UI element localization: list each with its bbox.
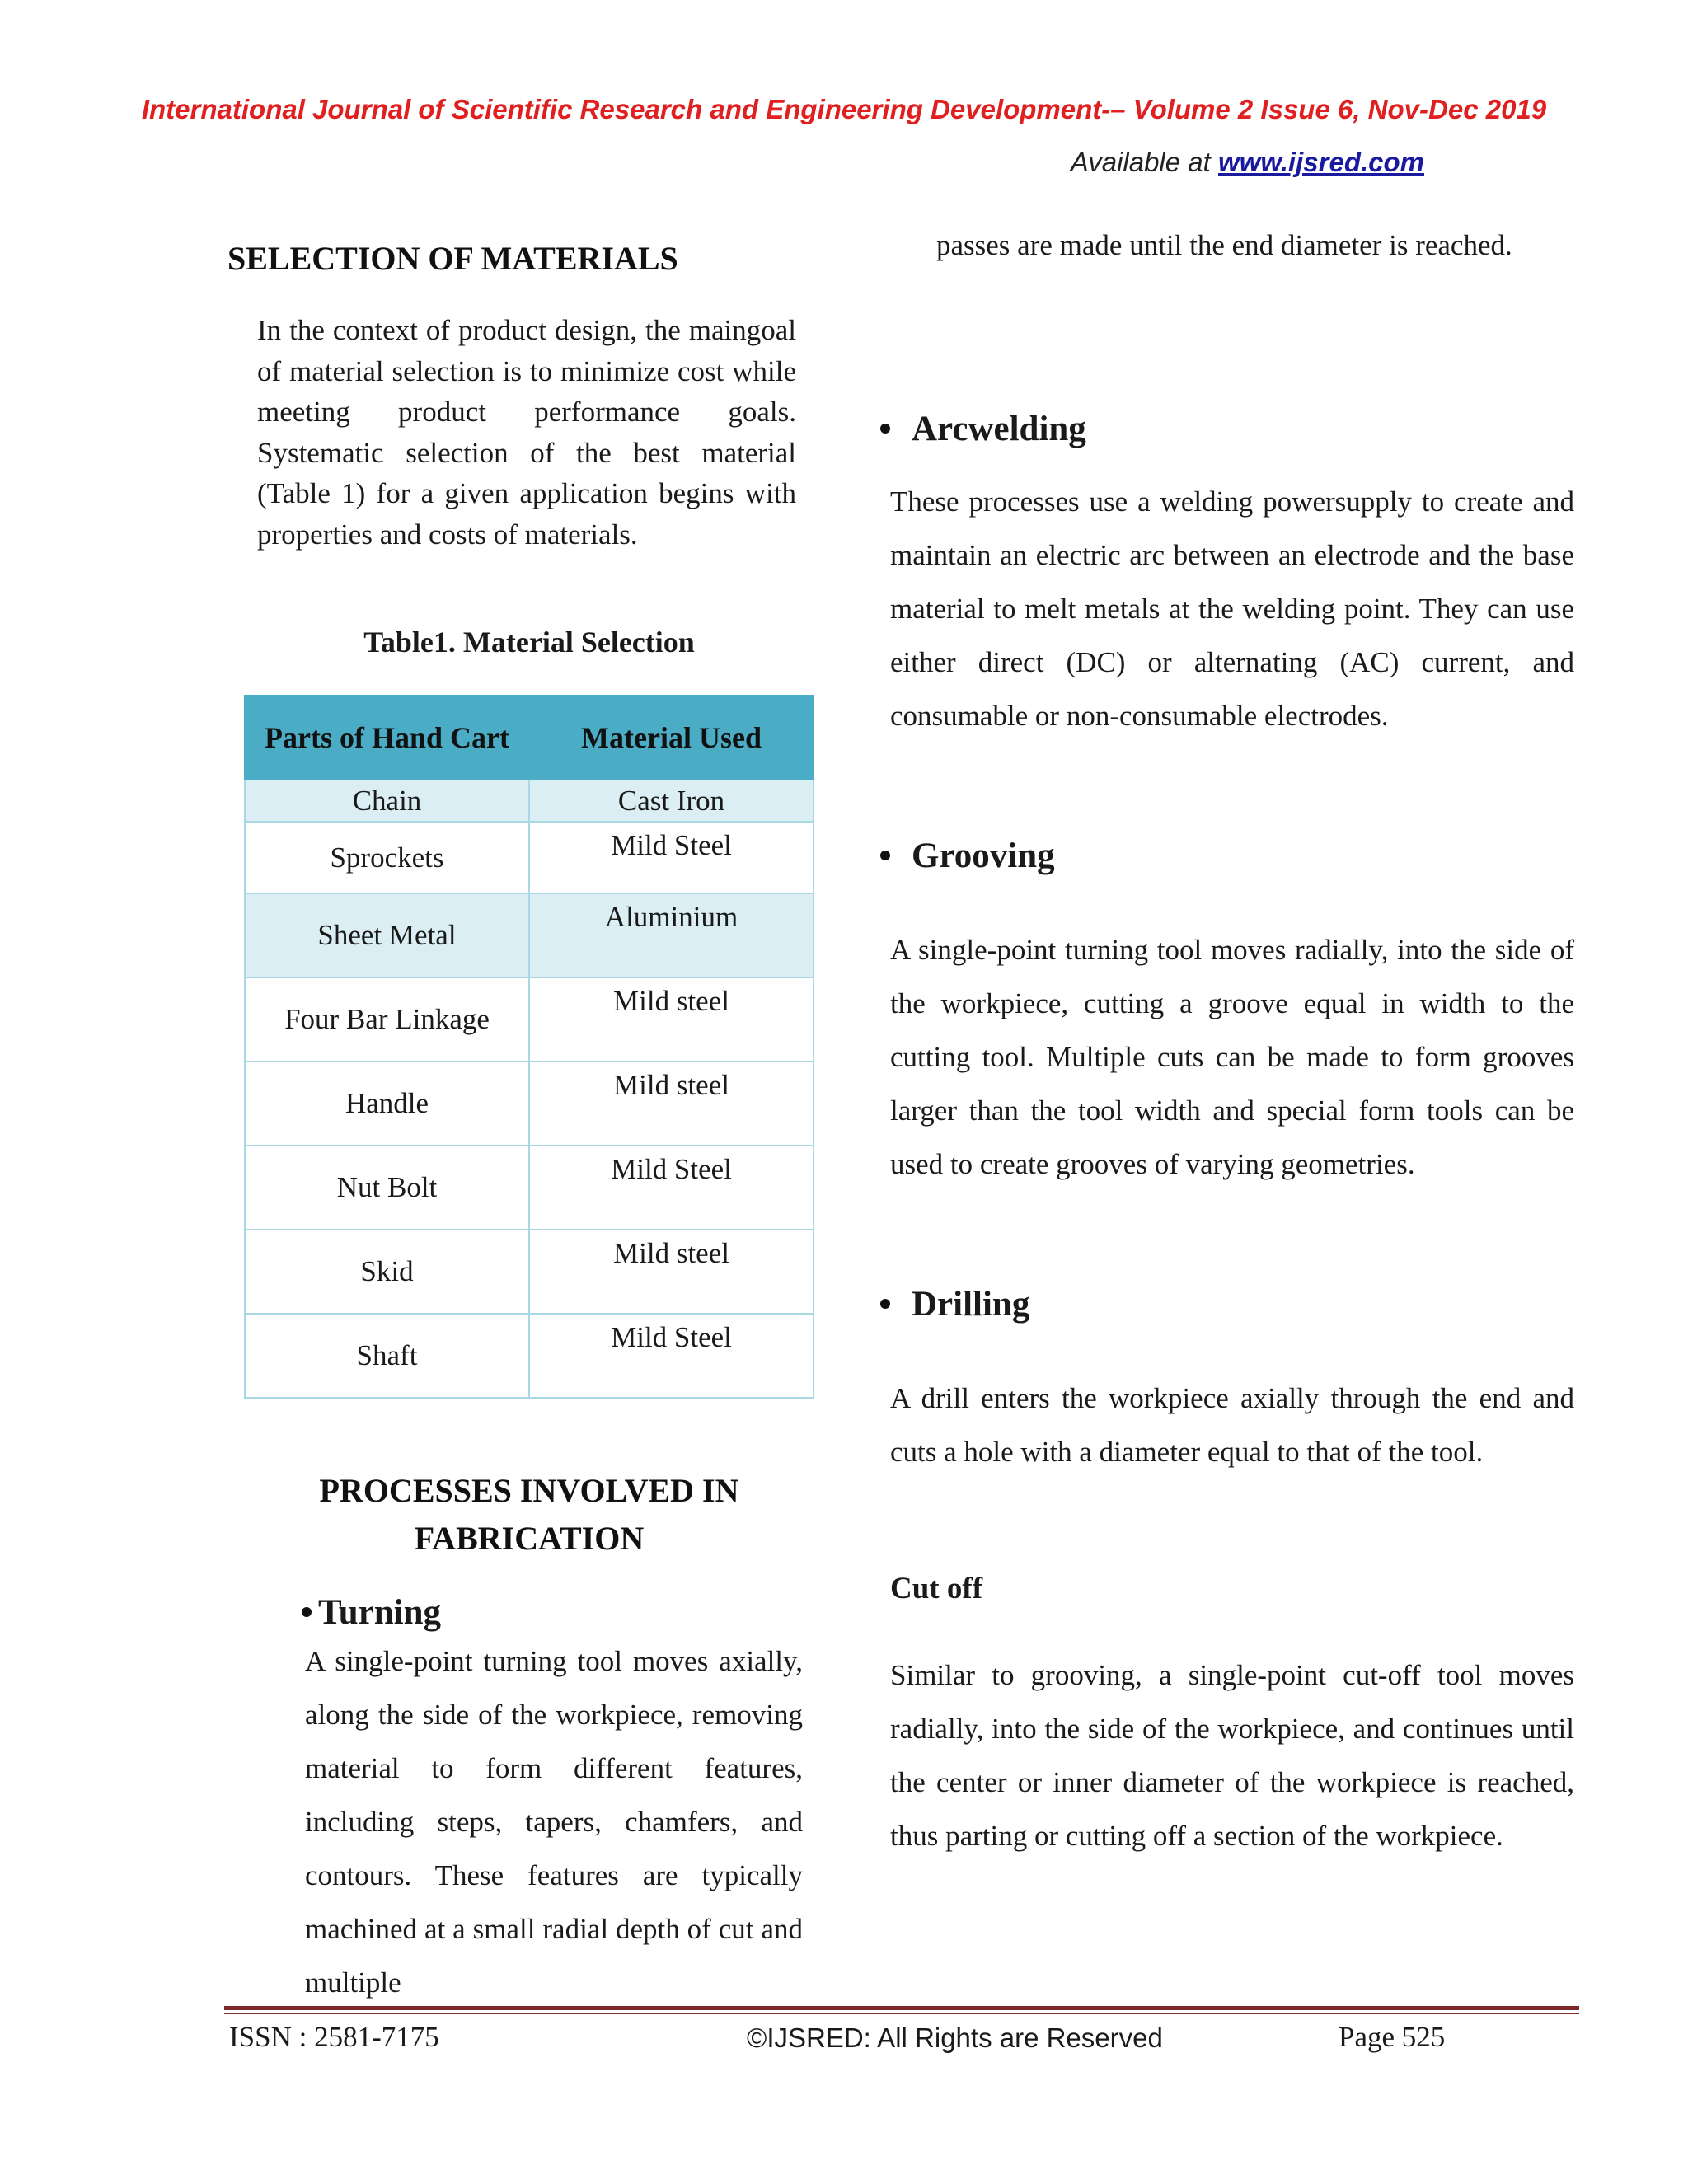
table-cell-part: Chain	[245, 780, 529, 822]
bullet-icon	[880, 851, 890, 860]
table-cell-part: Handle	[245, 1062, 529, 1146]
grooving-heading	[880, 836, 1055, 876]
table-row	[245, 1146, 814, 1230]
bullet-icon	[880, 424, 890, 434]
table-cell-part: Sprockets	[245, 822, 529, 893]
drilling-heading-text: Drilling	[912, 1285, 1030, 1324]
table-row	[245, 822, 814, 893]
table-cell-material: Cast Iron	[529, 780, 814, 822]
table-cell-material: Mild steel	[529, 977, 814, 1062]
availability-line	[989, 147, 1424, 178]
table-cell-material: Mild steel	[529, 1230, 814, 1314]
table-cell-material: Mild Steel	[529, 1314, 814, 1398]
table-row	[245, 977, 814, 1062]
turning-heading	[302, 1592, 441, 1633]
section-title-line2: FABRICATION	[414, 1520, 645, 1557]
cutoff-heading: Cut off	[890, 1572, 983, 1605]
table-row	[245, 780, 814, 822]
table-cell-part: Shaft	[245, 1314, 529, 1398]
section-title-line1: PROCESSES INVOLVED IN	[319, 1472, 739, 1509]
journal-title: International Journal of Scientific Research and Engineering Development-– Volume 2 Issue 6, Nov-Dec 2019	[141, 94, 1547, 124]
arcwelding-heading	[880, 409, 1086, 449]
cutoff-paragraph: Similar to grooving, a single-point cut-off tool moves radially, into the side of the workpiece, and continues until the center or inner diameter of the workpiece is reached, thus parting or cutting off a section of the workpiece.	[890, 1659, 1574, 1852]
available-prefix: Available at	[1070, 147, 1218, 177]
table-cell-part: Skid	[245, 1230, 529, 1314]
table-row	[245, 893, 814, 977]
table-cell-part: Sheet Metal	[245, 893, 529, 977]
table-cell-part: Nut Bolt	[245, 1146, 529, 1230]
drilling-heading	[880, 1284, 1029, 1324]
website-link[interactable]: www.ijsred.com	[1217, 147, 1424, 177]
arcwelding-paragraph: These processes use a welding powersupply to create and maintain an electric arc between an electrode and the base material to melt metals at the welding point. They can use either direct (DC) or alternating (AC) current, and consumable or non-consumable electrodes.	[890, 485, 1574, 732]
grooving-heading-text: Grooving	[912, 837, 1055, 875]
table-caption: Table1. Material Selection	[363, 626, 695, 658]
turning-paragraph: A single-point turning tool moves axially, along the side of the workpiece, removing material to form different features, including steps, tapers, chamfers, and contours. These features are typically machined at a small radial depth of cut and multiple	[305, 1645, 803, 1999]
material-table	[244, 695, 814, 1399]
table-row	[245, 1314, 814, 1398]
materials-paragraph: In the context of product design, the maingoal of material selection is to minimize cost while meeting product performance goals. Systematic selection of the best material (Table 1) for a given application begins with properties and costs of materials.	[257, 314, 796, 551]
continuation-text: passes are made until the end diameter is reached.	[936, 229, 1512, 261]
table-cell-material: Mild steel	[529, 1062, 814, 1146]
turning-heading-text: Turning	[318, 1593, 442, 1632]
section-title-processes	[244, 1467, 814, 1563]
table-cell-material: Mild Steel	[529, 822, 814, 893]
table-cell-material: Mild Steel	[529, 1146, 814, 1230]
grooving-paragraph: A single-point turning tool moves radially, into the side of the workpiece, cutting a groove equal in width to the cutting tool. Multiple cuts can be made to form grooves larger than the tool width and special form tools can be used to create grooves of varying geometries.	[890, 934, 1574, 1180]
table-cell-material: Aluminium	[529, 893, 814, 977]
section-title-materials: SELECTION OF MATERIALS	[227, 240, 678, 277]
drilling-paragraph: A drill enters the workpiece axially through the end and cuts a hole with a diameter equal to that of the tool.	[890, 1382, 1574, 1468]
arcwelding-heading-text: Arcwelding	[912, 410, 1086, 448]
footer-page-number: Page 525	[1339, 2021, 1446, 2053]
bullet-icon	[880, 1299, 890, 1309]
table-header-row	[245, 696, 814, 780]
table-row	[245, 1230, 814, 1314]
bullet-icon	[302, 1607, 312, 1617]
footer-copyright: ©IJSRED: All Rights are Reserved	[747, 2022, 1163, 2053]
table-row	[245, 1062, 814, 1146]
footer-rule	[224, 2006, 1579, 2010]
footer-rule-thin	[224, 2013, 1579, 2014]
header-material: Material Used	[529, 696, 814, 780]
table-cell-part: Four Bar Linkage	[245, 977, 529, 1062]
header-parts: Parts of Hand Cart	[245, 696, 529, 780]
footer-issn: ISSN : 2581-7175	[229, 2021, 439, 2053]
